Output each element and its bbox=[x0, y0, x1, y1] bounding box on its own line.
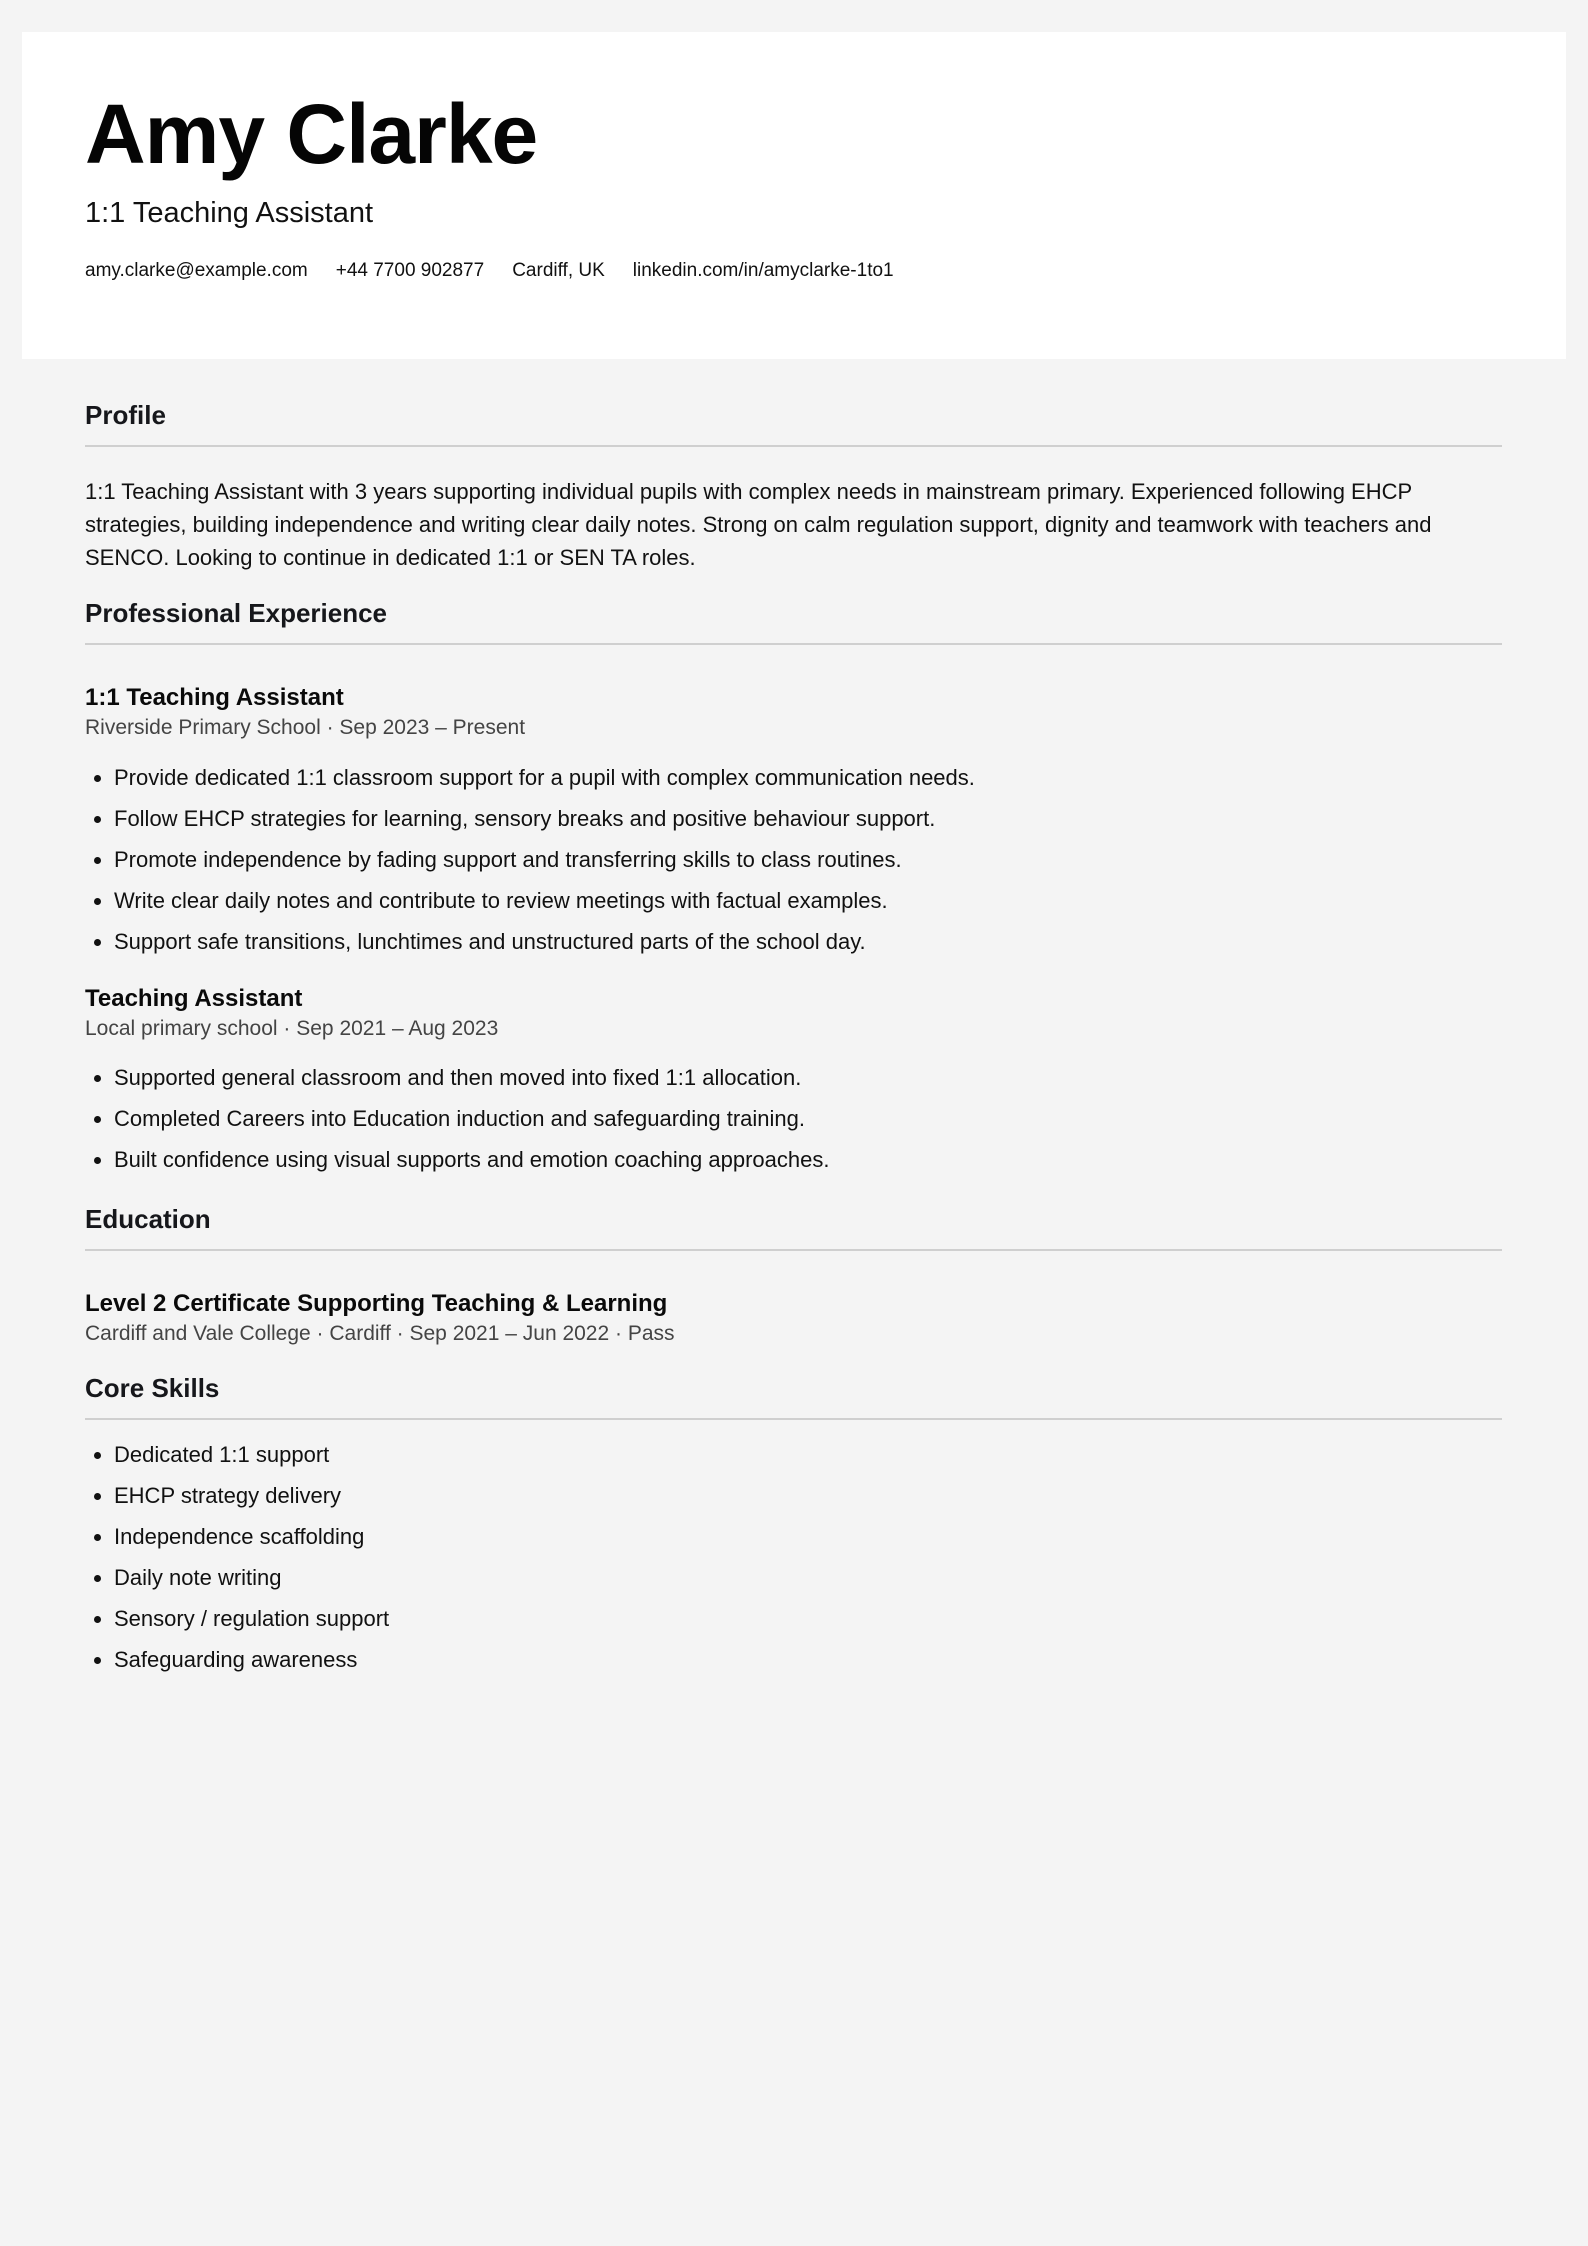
job-bullets bbox=[85, 1057, 1502, 1180]
skill-item: • Dedicated 1:1 support bbox=[114, 1434, 1502, 1475]
education-entry bbox=[85, 1289, 1502, 1348]
skill-item: • Sensory / regulation support bbox=[114, 1598, 1502, 1639]
candidate-role: 1:1 Teaching Assistant bbox=[85, 197, 374, 229]
job-bullet: • Promote independence by fading support and transferring skills to class routines. bbox=[114, 839, 1502, 880]
education-meta: Cardiff and Vale College · Cardiff · Sep 2021 – Jun 2022 · Pass bbox=[85, 1322, 675, 1346]
contact-email: amy.clarke@example.com bbox=[85, 260, 308, 281]
job-bullet: • Write clear daily notes and contribute to review meetings with factual examples. bbox=[114, 880, 1502, 921]
job-bullets bbox=[85, 757, 1502, 962]
skill-item: • EHCP strategy delivery bbox=[114, 1475, 1502, 1516]
job-entry bbox=[85, 984, 1502, 1180]
contact-phone: +44 7700 902877 bbox=[335, 260, 485, 281]
candidate-name: Amy Clarke bbox=[85, 87, 538, 181]
section-title-experience: Professional Experience bbox=[85, 598, 1502, 645]
experience-section bbox=[85, 598, 1502, 1180]
contact-linkedin: linkedin.com/in/amyclarke-1to1 bbox=[632, 260, 894, 281]
header-card bbox=[22, 32, 1566, 359]
job-title: Teaching Assistant bbox=[85, 984, 303, 1012]
contact-row bbox=[85, 260, 894, 282]
resume-body bbox=[85, 400, 1502, 1704]
skill-item: • Safeguarding awareness bbox=[114, 1639, 1502, 1680]
job-entry bbox=[85, 683, 1502, 961]
job-bullet: • Completed Careers into Education induction and safeguarding training. bbox=[114, 1098, 1502, 1139]
job-bullet: • Support safe transitions, lunchtimes and unstructured parts of the school day. bbox=[114, 921, 1502, 962]
contact-location: Cardiff, UK bbox=[512, 260, 605, 281]
skill-item: • Daily note writing bbox=[114, 1557, 1502, 1598]
education-qualification: Level 2 Certificate Supporting Teaching & Learning bbox=[85, 1290, 668, 1318]
job-meta: Local primary school · Sep 2021 – Aug 2023 bbox=[85, 1016, 499, 1040]
job-bullet: • Supported general classroom and then moved into fixed 1:1 allocation. bbox=[114, 1057, 1502, 1098]
education-section bbox=[85, 1204, 1502, 1349]
job-title: 1:1 Teaching Assistant bbox=[85, 684, 344, 712]
profile-text: 1:1 Teaching Assistant with 3 years supporting individual pupils with complex needs in mainstream primary. Experienced following EHCP strategies, building independence and writing clear daily notes. Strong on calm regulation support, dignity and teamwork with teachers and SENCO. Looking to continue in dedicated 1:1 or SEN TA roles. bbox=[85, 479, 1432, 571]
section-title-profile: Profile bbox=[85, 400, 1502, 447]
skills-section bbox=[85, 1373, 1502, 1680]
skills-list bbox=[85, 1434, 1502, 1680]
skill-item: • Independence scaffolding bbox=[114, 1516, 1502, 1557]
section-title-skills: Core Skills bbox=[85, 1373, 1502, 1420]
job-bullet: • Follow EHCP strategies for learning, sensory breaks and positive behaviour support. bbox=[114, 798, 1502, 839]
job-meta: Riverside Primary School · Sep 2023 – Present bbox=[85, 716, 526, 740]
job-bullet: • Built confidence using visual supports and emotion coaching approaches. bbox=[114, 1139, 1502, 1180]
section-title-education: Education bbox=[85, 1204, 1502, 1251]
job-bullet: • Provide dedicated 1:1 classroom support for a pupil with complex communication needs. bbox=[114, 757, 1502, 798]
profile-section bbox=[85, 400, 1502, 574]
